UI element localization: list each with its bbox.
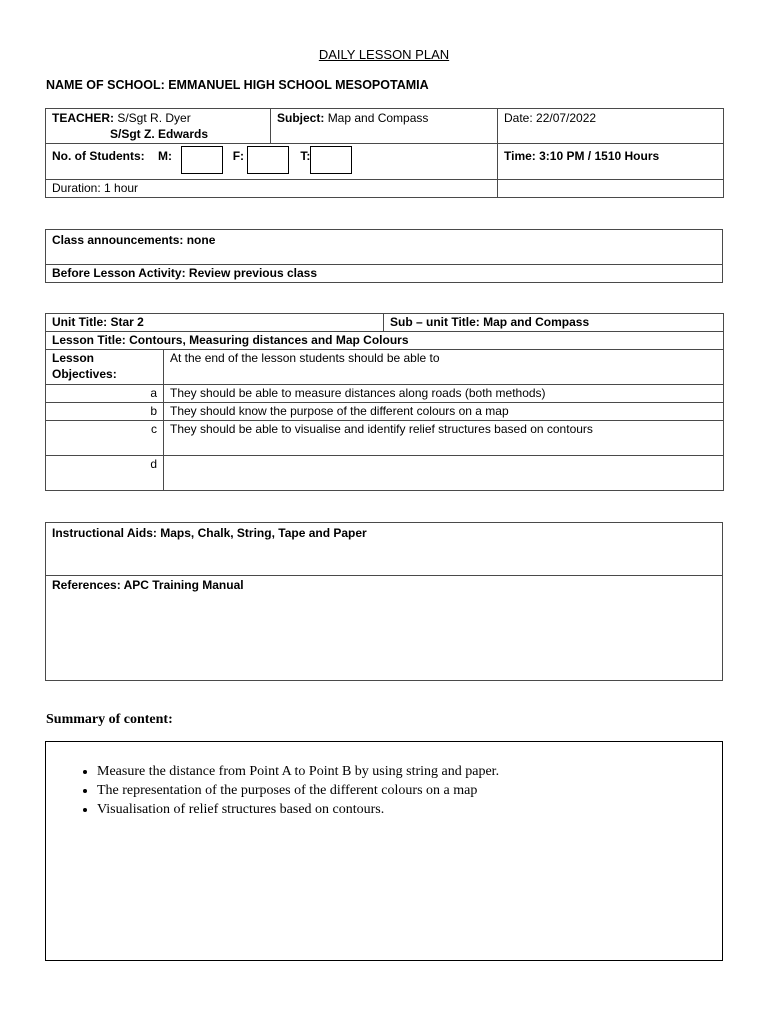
objective-key: b: [46, 403, 164, 421]
objective-row: [46, 421, 724, 456]
references: References: APC Training Manual: [46, 576, 723, 681]
objective-row: [46, 456, 724, 491]
objective-text: They should be able to visualise and identify relief structures based on contours: [164, 421, 724, 456]
male-count-box[interactable]: [181, 146, 223, 174]
summary-item: • Measure the distance from Point A to Point B by using string and paper.: [97, 762, 722, 781]
class-announcements: Class announcements: none: [46, 230, 723, 265]
empty-cell: [498, 180, 724, 198]
objective-row: [46, 385, 724, 403]
total-count-box[interactable]: [310, 146, 352, 174]
objectives-label: [46, 350, 164, 385]
students-cell: [46, 144, 498, 180]
school-name: NAME OF SCHOOL: EMMANUEL HIGH SCHOOL MESOPOTAMIA: [46, 78, 429, 92]
objective-text: They should be able to measure distances along roads (both methods): [164, 385, 724, 403]
female-count-box[interactable]: [247, 146, 289, 174]
unit-table: [45, 313, 724, 491]
subject-value: Map and Compass: [327, 111, 429, 125]
teacher-label: TEACHER:: [52, 111, 114, 125]
objective-text: [164, 456, 724, 491]
duration-cell: Duration: 1 hour: [46, 180, 498, 198]
subject-cell: [271, 109, 498, 144]
before-lesson-activity: Before Lesson Activity: Review previous class: [46, 265, 723, 283]
time-cell: Time: 3:10 PM / 1510 Hours: [498, 144, 724, 180]
objectives-intro: At the end of the lesson students should be able to: [164, 350, 724, 385]
summary-item: • The representation of the purposes of the different colours on a map: [97, 781, 722, 800]
teacher-1: S/Sgt R. Dyer: [117, 111, 191, 125]
document-title: DAILY LESSON PLAN: [318, 47, 450, 62]
male-label: M:: [158, 149, 172, 163]
objectives-label-line-2: Objectives:: [52, 367, 117, 381]
summary-list: [46, 762, 722, 819]
female-label: F:: [232, 149, 245, 163]
lesson-title: Lesson Title: Contours, Measuring distances and Map Colours: [46, 332, 724, 350]
date-cell: Date: 22/07/2022: [498, 109, 724, 144]
summary-box: [45, 741, 723, 961]
objective-key: d: [46, 456, 164, 491]
sub-unit-title: Sub – unit Title: Map and Compass: [384, 314, 724, 332]
teacher-2: S/Sgt Z. Edwards: [110, 127, 209, 141]
objective-text: They should know the purpose of the different colours on a map: [164, 403, 724, 421]
objective-row: [46, 403, 724, 421]
objective-key: c: [46, 421, 164, 456]
objectives-label-line-1: Lesson: [52, 351, 95, 365]
summary-item: • Visualisation of relief structures based on contours.: [97, 800, 722, 819]
teacher-cell: [46, 109, 271, 144]
subject-label: Subject:: [277, 111, 325, 125]
unit-title: Unit Title: Star 2: [46, 314, 384, 332]
total-label: T:: [300, 149, 311, 163]
announcements-table: [45, 229, 723, 283]
header-table: [45, 108, 724, 198]
objective-key: a: [46, 385, 164, 403]
summary-heading: Summary of content:: [46, 712, 173, 727]
instructional-aids: Instructional Aids: Maps, Chalk, String, Tape and Paper: [46, 523, 723, 576]
aids-table: [45, 522, 723, 681]
students-label: No. of Students:: [52, 149, 145, 163]
